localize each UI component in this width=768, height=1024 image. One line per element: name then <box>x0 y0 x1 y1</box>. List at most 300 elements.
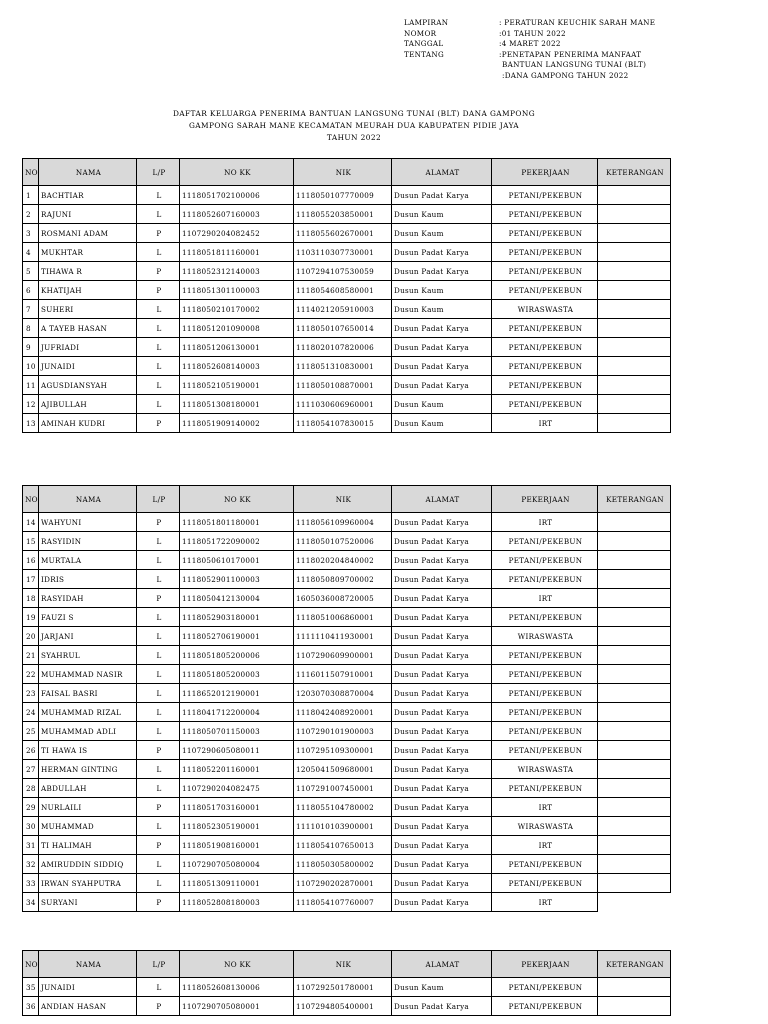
cell-no-kk: 1118052312140003 <box>180 262 294 281</box>
cell-lp: L <box>137 874 180 893</box>
cell-lp: L <box>137 532 180 551</box>
table-row <box>23 997 671 1016</box>
cell-nama: TI HALIMAH <box>39 836 137 855</box>
cell-lp: P <box>137 414 180 433</box>
cell-alamat: Dusun Padat Karya <box>392 997 492 1016</box>
cell-nik: 1118056109960004 <box>294 513 392 532</box>
cell-lp: L <box>137 395 180 414</box>
document-header <box>404 18 669 81</box>
cell-keterangan <box>598 205 671 224</box>
table-row <box>23 703 671 722</box>
cell-lp: P <box>137 262 180 281</box>
cell-no-kk: 1118051309110001 <box>180 874 294 893</box>
cell-nama: AMINAH KUDRI <box>39 414 137 433</box>
cell-pekerjaan: PETANI/PEKEBUN <box>492 243 598 262</box>
cell-alamat: Dusun Kaum <box>392 224 492 243</box>
cell-keterangan <box>598 376 671 395</box>
cell-keterangan <box>598 817 671 836</box>
cell-nama: MURTALA <box>39 551 137 570</box>
cell-no: 10 <box>23 357 39 376</box>
cell-nama: NURLAILI <box>39 798 137 817</box>
cell-no: 28 <box>23 779 39 798</box>
cell-pekerjaan: PETANI/PEKEBUN <box>492 205 598 224</box>
cell-no: 27 <box>23 760 39 779</box>
cell-alamat: Dusun Kaum <box>392 395 492 414</box>
cell-lp: L <box>137 186 180 205</box>
cell-nama: SUHERI <box>39 300 137 319</box>
cell-keterangan <box>598 978 671 997</box>
cell-alamat: Dusun Kaum <box>392 414 492 433</box>
cell-no-kk: 1118041712200004 <box>180 703 294 722</box>
cell-keterangan <box>598 186 671 205</box>
table-row <box>23 570 671 589</box>
cell-alamat: Dusun Kaum <box>392 205 492 224</box>
header-col-no: NO <box>23 159 39 186</box>
document-title <box>0 108 708 144</box>
header-col-nama: NAMA <box>39 486 137 513</box>
cell-no: 23 <box>23 684 39 703</box>
cell-keterangan <box>598 224 671 243</box>
cell-nik: 1118055203850001 <box>294 205 392 224</box>
header-col-pekerjaan: PEKERJAAN <box>492 951 598 978</box>
cell-pekerjaan: PETANI/PEKEBUN <box>492 855 598 874</box>
header-col-nik: NIK <box>294 486 392 513</box>
cell-keterangan <box>598 608 671 627</box>
cell-no-kk: 1118052201160001 <box>180 760 294 779</box>
table-row <box>23 551 671 570</box>
cell-nama: SURYANI <box>39 893 137 912</box>
cell-pekerjaan: IRT <box>492 589 598 608</box>
header-tentang-cont-1: BANTUAN LANGSUNG TUNAI (BLT) <box>502 60 647 69</box>
header-value: :PENETAPAN PENERIMA MANFAAT <box>499 49 642 59</box>
title-line-1: DAFTAR KELUARGA PENERIMA BANTUAN LANGSUNG TUNAI (BLT) DANA GAMPONG <box>172 109 536 118</box>
cell-alamat: Dusun Padat Karya <box>392 551 492 570</box>
cell-alamat: Dusun Padat Karya <box>392 779 492 798</box>
cell-keterangan <box>598 646 671 665</box>
header-col-no: NO <box>23 951 39 978</box>
header-col-keterangan: KETERANGAN <box>598 486 671 513</box>
cell-keterangan <box>598 836 671 855</box>
cell-pekerjaan: PETANI/PEKEBUN <box>492 779 598 798</box>
cell-keterangan <box>598 551 671 570</box>
cell-no-kk: 1118051801180001 <box>180 513 294 532</box>
cell-no-kk: 1118052608140003 <box>180 357 294 376</box>
cell-lp: P <box>137 281 180 300</box>
cell-nik: 1107290609900001 <box>294 646 392 665</box>
cell-keterangan <box>598 319 671 338</box>
header-col-lp: L/P <box>137 486 180 513</box>
cell-no: 33 <box>23 874 39 893</box>
cell-lp: P <box>137 836 180 855</box>
cell-nik: 1111010103900001 <box>294 817 392 836</box>
cell-nama: TIHAWA R <box>39 262 137 281</box>
cell-nik: 1107295109300001 <box>294 741 392 760</box>
cell-nama: AJIBULLAH <box>39 395 137 414</box>
cell-nama: MUHAMMAD RIZAL <box>39 703 137 722</box>
cell-nik: 1118050305800002 <box>294 855 392 874</box>
cell-no-kk: 1107290705080001 <box>180 997 294 1016</box>
cell-nama: FAUZI S <box>39 608 137 627</box>
cell-keterangan <box>598 855 671 874</box>
cell-lp: L <box>137 205 180 224</box>
header-label: TANGGAL <box>404 39 444 48</box>
cell-no-kk: 1118051703160001 <box>180 798 294 817</box>
table-row <box>23 836 671 855</box>
cell-pekerjaan: PETANI/PEKEBUN <box>492 395 598 414</box>
cell-no-kk: 1118050701150003 <box>180 722 294 741</box>
header-row-lampiran <box>404 18 669 29</box>
table-row <box>23 300 671 319</box>
cell-no-kk: 1107290204082475 <box>180 779 294 798</box>
header-col-alamat: ALAMAT <box>392 159 492 186</box>
header-label: NOMOR <box>404 28 437 38</box>
cell-nik: 1118054608580001 <box>294 281 392 300</box>
cell-nik: 1103110307730001 <box>294 243 392 262</box>
cell-alamat: Dusun Kaum <box>392 300 492 319</box>
cell-pekerjaan: PETANI/PEKEBUN <box>492 646 598 665</box>
cell-nama: JUNAIDI <box>39 978 137 997</box>
cell-nik: 1118020204840002 <box>294 551 392 570</box>
header-col-alamat: ALAMAT <box>392 486 492 513</box>
table-row <box>23 262 671 281</box>
cell-pekerjaan: PETANI/PEKEBUN <box>492 874 598 893</box>
cell-no: 36 <box>23 997 39 1016</box>
cell-alamat: Dusun Padat Karya <box>392 357 492 376</box>
cell-nik: 1107294107530059 <box>294 262 392 281</box>
cell-keterangan <box>598 300 671 319</box>
table-row <box>23 589 671 608</box>
cell-no: 22 <box>23 665 39 684</box>
header-tentang-cont-2: :DANA GAMPONG TAHUN 2022 <box>502 70 629 80</box>
cell-nik: 1118055104780002 <box>294 798 392 817</box>
cell-lp: L <box>137 665 180 684</box>
cell-lp: L <box>137 978 180 997</box>
cell-pekerjaan: PETANI/PEKEBUN <box>492 741 598 760</box>
cell-nik: 1118050108870001 <box>294 376 392 395</box>
cell-alamat: Dusun Padat Karya <box>392 627 492 646</box>
cell-no-kk: 1118051805200003 <box>180 665 294 684</box>
cell-no: 19 <box>23 608 39 627</box>
header-col-no-kk: NO KK <box>180 486 294 513</box>
cell-nama: ROSMANI ADAM <box>39 224 137 243</box>
cell-lp: L <box>137 300 180 319</box>
cell-no: 6 <box>23 281 39 300</box>
table-header-row <box>23 951 671 978</box>
table-row <box>23 205 671 224</box>
cell-alamat: Dusun Kaum <box>392 281 492 300</box>
table-header-row <box>23 159 671 186</box>
cell-nik: 1114021205910003 <box>294 300 392 319</box>
header-col-pekerjaan: PEKERJAAN <box>492 159 598 186</box>
cell-nama: MUKHTAR <box>39 243 137 262</box>
cell-pekerjaan: WIRASWASTA <box>492 300 598 319</box>
cell-no-kk: 1118052608130006 <box>180 978 294 997</box>
cell-no: 31 <box>23 836 39 855</box>
cell-keterangan <box>598 874 671 893</box>
cell-keterangan <box>598 779 671 798</box>
cell-nama: MUHAMMAD NASIR <box>39 665 137 684</box>
cell-nik: 1118054107830015 <box>294 414 392 433</box>
cell-keterangan <box>598 395 671 414</box>
cell-no-kk: 1118052305190001 <box>180 817 294 836</box>
cell-pekerjaan: PETANI/PEKEBUN <box>492 703 598 722</box>
cell-nama: JARJANI <box>39 627 137 646</box>
cell-alamat: Dusun Padat Karya <box>392 338 492 357</box>
cell-nama: IRWAN SYAHPUTRA <box>39 874 137 893</box>
cell-no: 14 <box>23 513 39 532</box>
cell-alamat: Dusun Padat Karya <box>392 684 492 703</box>
cell-pekerjaan: IRT <box>492 893 598 912</box>
cell-no-kk: 1118051908160001 <box>180 836 294 855</box>
cell-alamat: Dusun Padat Karya <box>392 836 492 855</box>
cell-lp: L <box>137 338 180 357</box>
cell-keterangan <box>598 570 671 589</box>
cell-no: 4 <box>23 243 39 262</box>
cell-no: 25 <box>23 722 39 741</box>
table-row <box>23 224 671 243</box>
table-row <box>23 608 671 627</box>
cell-keterangan <box>598 665 671 684</box>
cell-nama: MUHAMMAD <box>39 817 137 836</box>
cell-no-kk: 1118050610170001 <box>180 551 294 570</box>
cell-nik: 1118020107820006 <box>294 338 392 357</box>
header-row-tanggal <box>404 39 669 50</box>
cell-nik: 1118050809700002 <box>294 570 392 589</box>
cell-pekerjaan: PETANI/PEKEBUN <box>492 338 598 357</box>
header-row-nomor <box>404 29 669 40</box>
cell-nik: 1107294805400001 <box>294 997 392 1016</box>
cell-keterangan <box>598 798 671 817</box>
cell-no: 12 <box>23 395 39 414</box>
cell-alamat: Dusun Padat Karya <box>392 874 492 893</box>
cell-keterangan <box>598 627 671 646</box>
cell-lp: P <box>137 798 180 817</box>
cell-alamat: Dusun Padat Karya <box>392 665 492 684</box>
header-row-tentang <box>404 50 669 61</box>
cell-pekerjaan: PETANI/PEKEBUN <box>492 997 598 1016</box>
header-col-nik: NIK <box>294 951 392 978</box>
cell-pekerjaan: PETANI/PEKEBUN <box>492 357 598 376</box>
cell-alamat: Dusun Padat Karya <box>392 817 492 836</box>
header-col-keterangan: KETERANGAN <box>598 951 671 978</box>
cell-alamat: Dusun Padat Karya <box>392 608 492 627</box>
cell-lp: L <box>137 627 180 646</box>
cell-alamat: Dusun Padat Karya <box>392 703 492 722</box>
cell-nama: ABDULLAH <box>39 779 137 798</box>
cell-keterangan <box>598 703 671 722</box>
cell-nik: 1111030606960001 <box>294 395 392 414</box>
table-row <box>23 665 671 684</box>
table-row <box>23 893 671 912</box>
cell-nik: 1116011507910001 <box>294 665 392 684</box>
cell-no: 11 <box>23 376 39 395</box>
recipients-table-1 <box>22 158 671 433</box>
cell-no-kk: 1118052706190001 <box>180 627 294 646</box>
cell-nik: 1118054107650013 <box>294 836 392 855</box>
table-row <box>23 532 671 551</box>
cell-nik: 1107290202870001 <box>294 874 392 893</box>
cell-no-kk: 1118051722090002 <box>180 532 294 551</box>
cell-nama: ANDIAN HASAN <box>39 997 137 1016</box>
cell-nik: 1605036008720005 <box>294 589 392 608</box>
cell-pekerjaan: PETANI/PEKEBUN <box>492 224 598 243</box>
cell-nik: 1118054107760007 <box>294 893 392 912</box>
cell-lp: L <box>137 855 180 874</box>
cell-lp: L <box>137 376 180 395</box>
cell-lp: L <box>137 684 180 703</box>
cell-no: 2 <box>23 205 39 224</box>
title-line-2: GAMPONG SARAH MANE KECAMATAN MEURAH DUA KABUPATEN PIDIE JAYA <box>188 121 520 130</box>
cell-nama: HERMAN GINTING <box>39 760 137 779</box>
cell-keterangan <box>598 997 671 1016</box>
cell-no-kk: 1118051805200006 <box>180 646 294 665</box>
cell-alamat: Dusun Padat Karya <box>392 319 492 338</box>
cell-nama: AMIRUDDIN SIDDIQ <box>39 855 137 874</box>
cell-keterangan <box>598 684 671 703</box>
cell-no: 7 <box>23 300 39 319</box>
cell-nama: FAISAL BASRI <box>39 684 137 703</box>
cell-no-kk: 1118051702100006 <box>180 186 294 205</box>
table-row <box>23 357 671 376</box>
cell-no: 15 <box>23 532 39 551</box>
cell-no: 3 <box>23 224 39 243</box>
cell-no-kk: 1118051308180001 <box>180 395 294 414</box>
cell-nama: JUFRIADI <box>39 338 137 357</box>
cell-nik: 1118050107520006 <box>294 532 392 551</box>
cell-alamat: Dusun Padat Karya <box>392 186 492 205</box>
header-col-keterangan: KETERANGAN <box>598 159 671 186</box>
cell-nama: A TAYEB HASAN <box>39 319 137 338</box>
cell-keterangan <box>598 893 671 912</box>
cell-pekerjaan: PETANI/PEKEBUN <box>492 608 598 627</box>
cell-no-kk: 1118652012190001 <box>180 684 294 703</box>
cell-alamat: Dusun Padat Karya <box>392 760 492 779</box>
cell-no: 17 <box>23 570 39 589</box>
cell-alamat: Dusun Padat Karya <box>392 243 492 262</box>
cell-alamat: Dusun Padat Karya <box>392 570 492 589</box>
cell-lp: L <box>137 703 180 722</box>
cell-lp: L <box>137 570 180 589</box>
table-row <box>23 627 671 646</box>
recipients-table-3 <box>22 950 671 1016</box>
table-row <box>23 338 671 357</box>
cell-nama: RAJUNI <box>39 205 137 224</box>
cell-no: 1 <box>23 186 39 205</box>
cell-pekerjaan: PETANI/PEKEBUN <box>492 376 598 395</box>
cell-nama: IDRIS <box>39 570 137 589</box>
table-row <box>23 684 671 703</box>
cell-lp: P <box>137 741 180 760</box>
cell-no-kk: 1118050210170002 <box>180 300 294 319</box>
cell-no: 34 <box>23 893 39 912</box>
cell-keterangan <box>598 414 671 433</box>
cell-no-kk: 1118051201090008 <box>180 319 294 338</box>
cell-no-kk: 1118052903180001 <box>180 608 294 627</box>
cell-no-kk: 1118052808180003 <box>180 893 294 912</box>
cell-nik: 1107290101900003 <box>294 722 392 741</box>
header-value: : PERATURAN KEUCHIK SARAH MANE <box>499 18 656 27</box>
cell-pekerjaan: PETANI/PEKEBUN <box>492 684 598 703</box>
cell-alamat: Dusun Padat Karya <box>392 741 492 760</box>
cell-alamat: Dusun Padat Karya <box>392 589 492 608</box>
cell-alamat: Dusun Padat Karya <box>392 376 492 395</box>
cell-alamat: Dusun Padat Karya <box>392 722 492 741</box>
table-row <box>23 513 671 532</box>
header-label: TENTANG <box>404 49 445 59</box>
cell-lp: P <box>137 997 180 1016</box>
table-row <box>23 646 671 665</box>
cell-lp: P <box>137 224 180 243</box>
cell-no: 5 <box>23 262 39 281</box>
cell-pekerjaan: WIRASWASTA <box>492 627 598 646</box>
cell-pekerjaan: IRT <box>492 798 598 817</box>
cell-pekerjaan: IRT <box>492 513 598 532</box>
cell-no: 16 <box>23 551 39 570</box>
cell-lp: L <box>137 608 180 627</box>
header-col-nama: NAMA <box>39 951 137 978</box>
cell-no-kk: 1118051909140002 <box>180 414 294 433</box>
cell-nama: BACHTIAR <box>39 186 137 205</box>
cell-alamat: Dusun Padat Karya <box>392 532 492 551</box>
cell-nik: 1111110411930001 <box>294 627 392 646</box>
cell-pekerjaan: PETANI/PEKEBUN <box>492 281 598 300</box>
table-row <box>23 376 671 395</box>
header-col-pekerjaan: PEKERJAAN <box>492 486 598 513</box>
header-col-alamat: ALAMAT <box>392 951 492 978</box>
cell-alamat: Dusun Padat Karya <box>392 798 492 817</box>
cell-nama: RASYIDAH <box>39 589 137 608</box>
header-col-no-kk: NO KK <box>180 951 294 978</box>
cell-no-kk: 1107290705080004 <box>180 855 294 874</box>
header-col-no-kk: NO KK <box>180 159 294 186</box>
title-line-3: TAHUN 2022 <box>326 133 382 142</box>
cell-lp: P <box>137 589 180 608</box>
cell-no: 18 <box>23 589 39 608</box>
cell-nik: 1118050107770009 <box>294 186 392 205</box>
cell-lp: L <box>137 817 180 836</box>
cell-nama: MUHAMMAD ADLI <box>39 722 137 741</box>
cell-no: 8 <box>23 319 39 338</box>
cell-nama: KHATIJAH <box>39 281 137 300</box>
cell-no: 21 <box>23 646 39 665</box>
cell-pekerjaan: PETANI/PEKEBUN <box>492 570 598 589</box>
cell-nik: 1107291007450001 <box>294 779 392 798</box>
cell-nik: 1203070308870004 <box>294 684 392 703</box>
cell-no-kk: 1107290204082452 <box>180 224 294 243</box>
cell-nik: 1118055602670001 <box>294 224 392 243</box>
cell-lp: L <box>137 551 180 570</box>
table-row <box>23 779 671 798</box>
cell-keterangan <box>598 262 671 281</box>
cell-nama: JUNAIDI <box>39 357 137 376</box>
table-row <box>23 741 671 760</box>
header-col-lp: L/P <box>137 951 180 978</box>
cell-keterangan <box>598 589 671 608</box>
cell-alamat: Dusun Padat Karya <box>392 855 492 874</box>
cell-lp: L <box>137 646 180 665</box>
cell-alamat: Dusun Padat Karya <box>392 262 492 281</box>
cell-no: 9 <box>23 338 39 357</box>
table-row <box>23 243 671 262</box>
table-row <box>23 760 671 779</box>
cell-no: 29 <box>23 798 39 817</box>
cell-no-kk: 1118052607160003 <box>180 205 294 224</box>
header-col-nik: NIK <box>294 159 392 186</box>
cell-nik: 1118051006860001 <box>294 608 392 627</box>
cell-keterangan <box>598 243 671 262</box>
cell-lp: L <box>137 779 180 798</box>
cell-nama: TI HAWA IS <box>39 741 137 760</box>
